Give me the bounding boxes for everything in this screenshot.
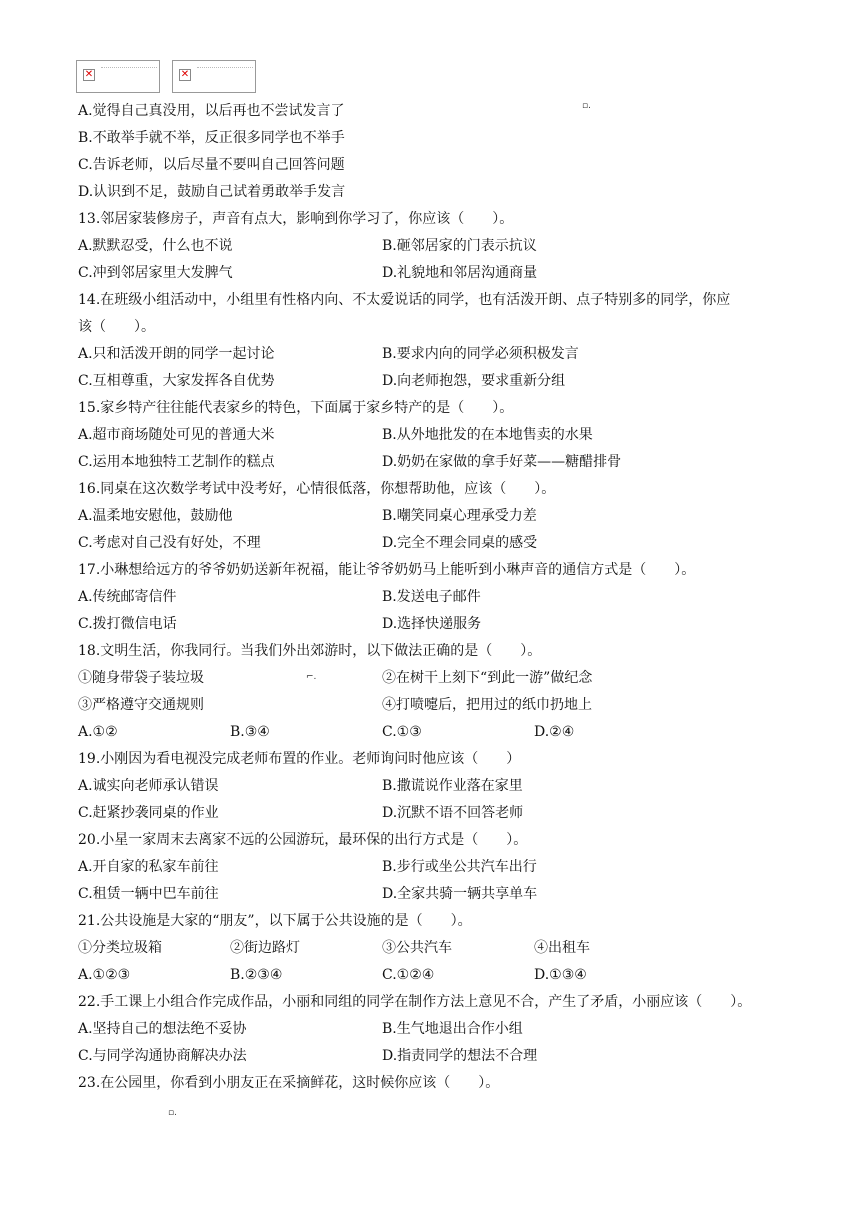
q19-option-b: B.撒谎说作业落在家里 [382,778,523,794]
q19-stem: 19.小刚因为看电视没完成老师布置的作业。老师询问时他应该（ ） [78,751,521,767]
q18-item-1: ①随身带袋子装垃圾 [78,670,204,686]
q15-option-c: C.运用本地独特工艺制作的糕点 [78,454,275,470]
q17-option-c: C.拨打微信电话 [78,616,177,632]
broken-image-1 [76,60,160,93]
q18-item-3: ③严格遵守交通规则 [78,697,204,713]
q21-option-b: B.②③④ [230,967,283,983]
q15-option-b: B.从外地批发的在本地售卖的水果 [382,427,593,443]
q18-stem: 18.文明生活，你我同行。当我们外出郊游时，以下做法正确的是（ ）。 [78,643,542,659]
q22-option-a: A.坚持自己的想法绝不妥协 [78,1021,247,1037]
q16-stem: 16.同桌在这次数学考试中没考好，心情很低落，你想帮助他，应该（ ）。 [78,481,556,497]
q16-option-a: A.温柔地安慰他，鼓励他 [78,508,233,524]
q20-option-c: C.租赁一辆中巴车前往 [78,886,219,902]
q17-option-a: A.传统邮寄信件 [78,589,177,605]
q13-option-a: A.默默忍受，什么也不说 [78,238,233,254]
q13-stem: 13.邻居家装修房子，声音有点大，影响到你学习了，你应该（ ）。 [78,211,514,227]
q19-option-c: C.赶紧抄袭同桌的作业 [78,805,219,821]
q18-option-d: D.②④ [534,724,575,740]
q20-option-d: D.全家共骑一辆共享单车 [382,886,538,902]
broken-image-2 [172,60,256,93]
q14-option-b: B.要求内向的同学必须积极发言 [382,346,579,362]
q23-stem: 23.在公园里，你看到小朋友正在采摘鲜花，这时候你应该（ ）。 [78,1075,500,1091]
anchor-mark: ▫. [168,1108,177,1118]
q21-item-4: ④出租车 [534,940,590,956]
q12-option-b: B.不敢举手就不举，反正很多同学也不举手 [78,130,345,146]
q21-item-2: ②街边路灯 [230,940,300,956]
q14-option-d: D.向老师抱怨，要求重新分组 [382,373,566,389]
q13-option-d: D.礼貌地和邻居沟通商量 [382,265,538,281]
q18-option-b: B.③④ [230,724,270,740]
q21-option-d: D.①③④ [534,967,587,983]
broken-image-icon: ✕ [84,69,94,80]
q17-stem: 17.小琳想给远方的爷爷奶奶送新年祝福，能让爷爷奶奶马上能听到小琳声音的通信方式是（ ）。 [78,562,696,578]
anchor-mark: ▫. [582,101,591,111]
q18-item-4: ④打喷嚏后，把用过的纸巾扔地上 [382,697,592,713]
q17-option-d: D.选择快递服务 [382,616,482,632]
q15-stem: 15.家乡特产往往能代表家乡的特色，下面属于家乡特产的是（ ）。 [78,400,514,416]
q22-option-c: C.与同学沟通协商解决办法 [78,1048,247,1064]
q12-option-a: A.觉得自己真没用，以后再也不尝试发言了 [78,103,345,119]
q20-stem: 20.小星一家周末去离家不远的公园游玩，最环保的出行方式是（ ）。 [78,832,528,848]
q19-option-d: D.沉默不语不回答老师 [382,805,524,821]
q13-option-b: B.砸邻居家的门表示抗议 [382,238,537,254]
q21-item-1: ①分类垃圾箱 [78,940,162,956]
q18-option-a: A.①② [78,724,118,740]
q19-option-a: A.诚实向老师承认错误 [78,778,219,794]
q21-item-3: ③公共汽车 [382,940,452,956]
q13-option-c: C.冲到邻居家里大发脾气 [78,265,233,281]
q18-option-c: C.①③ [382,724,422,740]
q14-option-c: C.互相尊重，大家发挥各自优势 [78,373,275,389]
q22-stem: 22.手工课上小组合作完成作品，小丽和同组的同学在制作方法上意见不合，产生了矛盾，小丽应该（ ）。 [78,994,752,1010]
q15-option-d: D.奶奶在家做的拿手好菜——糖醋排骨 [382,454,622,470]
q22-option-b: B.生气地退出合作小组 [382,1021,523,1037]
q17-option-b: B.发送电子邮件 [382,589,481,605]
q20-option-b: B.步行或坐公共汽车出行 [382,859,537,875]
q14-stem-line1: 14.在班级小组活动中，小组里有性格内向、不太爱说话的同学，也有活泼开朗、点子特别多的同学，你应 [78,292,731,308]
q21-option-a: A.①②③ [78,967,131,983]
q21-stem: 21.公共设施是大家的“朋友”，以下属于公共设施的是（ ）。 [78,913,472,929]
q12-option-c: C.告诉老师，以后尽量不要叫自己回答问题 [78,157,345,173]
q12-option-d: D.认识到不足，鼓励自己试着勇敢举手发言 [78,184,346,200]
q16-option-b: B.嘲笑同桌心理承受力差 [382,508,537,524]
q22-option-d: D.指责同学的想法不合理 [382,1048,538,1064]
q15-option-a: A.超市商场随处可见的普通大米 [78,427,275,443]
q20-option-a: A.开自家的私家车前往 [78,859,219,875]
q14-option-a: A.只和活泼开朗的同学一起讨论 [78,346,275,362]
broken-image-icon: ✕ [180,69,190,80]
anchor-mark: ⌐. [306,672,317,682]
q16-option-d: D.完全不理会同桌的感受 [382,535,538,551]
q16-option-c: C.考虑对自己没有好处，不理 [78,535,261,551]
q21-option-c: C.①②④ [382,967,435,983]
q14-stem-line2: 该（ ）。 [78,319,155,335]
q18-item-2: ②在树干上刻下“到此一游”做纪念 [382,670,593,686]
